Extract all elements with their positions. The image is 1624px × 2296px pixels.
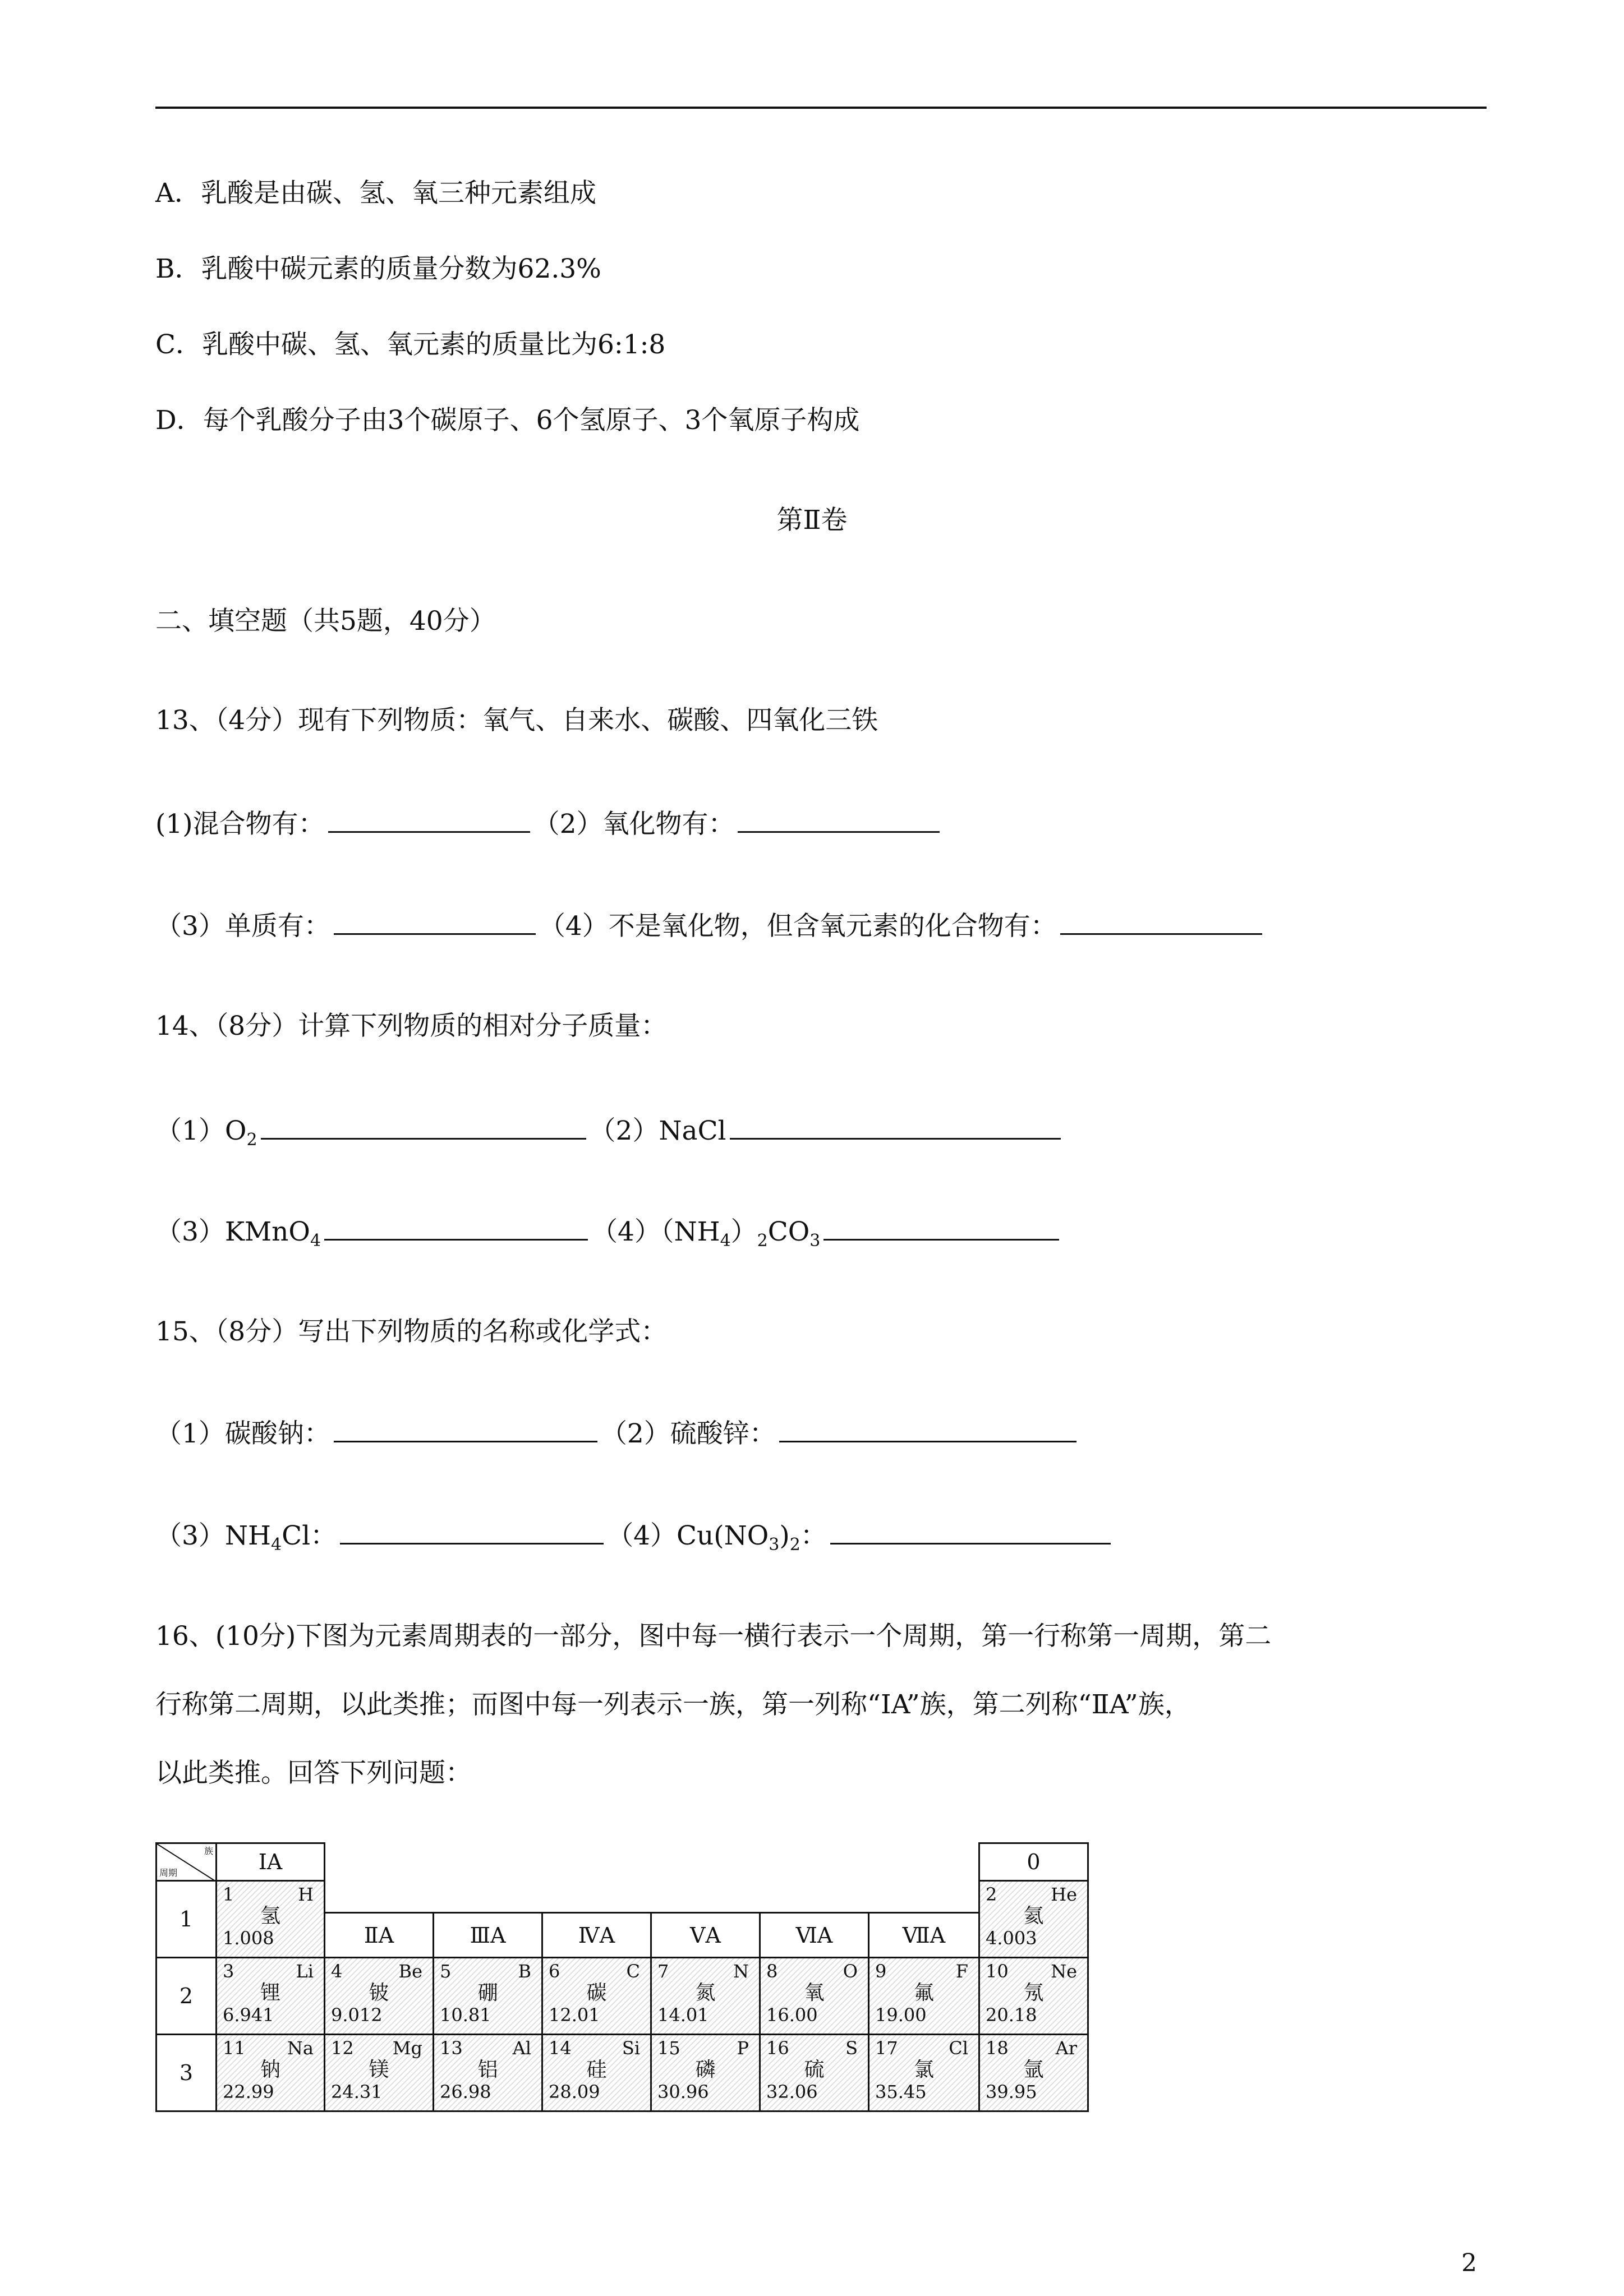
- element-number: 5: [440, 1961, 452, 1982]
- element-mass: 30.96: [657, 2081, 709, 2103]
- element-name: 锂: [260, 1981, 280, 2004]
- q14-row1: [155, 1113, 1064, 1157]
- element-mass: 16.00: [766, 2004, 818, 2026]
- q16-line1: 16、(10分)下图为元素周期表的一部分，图中每一横行表示一个周期，第一行称第一周期，第二: [155, 1621, 1272, 1652]
- corner-group-label: 族: [204, 1846, 213, 1856]
- q15-row1: [155, 1416, 1080, 1451]
- element-number: 8: [766, 1961, 778, 1982]
- q15-part2-blank[interactable]: [779, 1416, 1076, 1442]
- element-Mg: [324, 2034, 434, 2112]
- period-2: 2: [155, 1957, 217, 2035]
- element-mass: 19.00: [875, 2004, 927, 2026]
- group-header-IVA: ⅣA: [541, 1912, 652, 1958]
- q14-part4-co: CO: [767, 1216, 810, 1247]
- element-number: 9: [875, 1961, 887, 1982]
- element-number: 15: [657, 2037, 680, 2059]
- element-mass: 26.98: [440, 2081, 491, 2103]
- element-name: 氖: [1023, 1981, 1044, 2004]
- element-Ne: [978, 1957, 1089, 2035]
- option-a: A．乳酸是由碳、氢、氧三种元素组成: [155, 178, 596, 209]
- element-symbol: Si: [622, 2037, 640, 2059]
- element-number: 16: [766, 2037, 789, 2059]
- group-header-IIA: ⅡA: [324, 1912, 434, 1958]
- group-header-0: 0: [978, 1842, 1089, 1882]
- element-mass: 12.01: [549, 2004, 600, 2026]
- q14-part3-label: （3）KMnO: [155, 1216, 310, 1247]
- q14-part1-label: （1）O: [155, 1115, 247, 1146]
- q15-part3-subscript: 4: [271, 1535, 282, 1555]
- element-mass: 10.81: [440, 2004, 491, 2026]
- element-name: 氟: [913, 1981, 934, 2004]
- element-number: 1: [223, 1884, 234, 1905]
- element-name: 氢: [260, 1905, 280, 1928]
- element-name: 磷: [695, 2058, 716, 2081]
- element-name: 氮: [695, 1981, 716, 2004]
- element-name: 氧: [804, 1981, 825, 2004]
- q13-part4-label: （4）不是氧化物，但含氧元素的化合物有：: [539, 911, 1057, 942]
- element-name: 镁: [369, 2058, 389, 2081]
- q15-row2: [155, 1518, 1114, 1562]
- element-O: [759, 1957, 869, 2035]
- element-number: 3: [223, 1961, 234, 1982]
- q15-part3-label: （3）NH: [155, 1520, 272, 1551]
- element-number: 12: [331, 2037, 354, 2059]
- q15-part3-suffix: Cl：: [282, 1520, 337, 1551]
- element-symbol: B: [518, 1961, 531, 1982]
- q13-part4-blank[interactable]: [1060, 909, 1262, 935]
- header-rule: [155, 107, 1487, 109]
- element-H: [215, 1880, 325, 1958]
- element-symbol: O: [843, 1961, 858, 1982]
- element-C: [541, 1957, 652, 2035]
- element-mass: 22.99: [223, 2081, 274, 2103]
- element-name: 硫: [804, 2058, 825, 2081]
- volume-title: 第Ⅱ卷: [776, 505, 848, 536]
- q15-part4-subscript-2: 2: [789, 1535, 801, 1555]
- q13-part2-label: （2）氧化物有：: [533, 809, 735, 840]
- q13-row2: [155, 909, 1266, 943]
- element-symbol: F: [955, 1961, 968, 1982]
- element-Ar: [978, 2034, 1089, 2112]
- element-Cl: [868, 2034, 980, 2112]
- q13-part3-blank[interactable]: [334, 909, 536, 935]
- q14-part4-subscript-3: 3: [809, 1231, 821, 1251]
- element-number: 13: [440, 2037, 463, 2059]
- group-header-VA: ⅤA: [650, 1912, 761, 1958]
- element-symbol: Al: [512, 2037, 531, 2059]
- element-mass: 4.003: [986, 1928, 1037, 1949]
- element-name: 硅: [586, 2058, 607, 2081]
- element-Li: [215, 1957, 325, 2035]
- element-B: [433, 1957, 543, 2035]
- element-mass: 32.06: [766, 2081, 818, 2103]
- element-mass: 14.01: [657, 2004, 709, 2026]
- group-header-IIIA: ⅢA: [433, 1912, 543, 1958]
- q14-part4-label: （4）（NH: [591, 1216, 720, 1247]
- corner-period-label: 周期: [159, 1868, 178, 1878]
- q15-part4-label: （4）Cu(NO: [607, 1520, 769, 1551]
- q15-part1-label: （1）碳酸钠：: [155, 1418, 330, 1449]
- q15-part3-blank[interactable]: [340, 1518, 604, 1545]
- element-symbol: Na: [287, 2037, 314, 2059]
- page-number: 2: [1461, 2249, 1477, 2277]
- q14-stem: 14、（8分）计算下列物质的相对分子质量：: [155, 1011, 668, 1041]
- q14-part3-blank[interactable]: [324, 1214, 588, 1241]
- group-header-VIIA: ⅦA: [868, 1912, 980, 1958]
- element-name: 氩: [1023, 2058, 1044, 2081]
- element-N: [650, 1957, 761, 2035]
- q15-part4-suffix: ：: [800, 1520, 827, 1551]
- element-number: 11: [223, 2037, 246, 2059]
- element-number: 4: [331, 1961, 343, 1982]
- element-Si: [541, 2034, 652, 2112]
- element-mass: 35.45: [875, 2081, 927, 2103]
- element-mass: 9.012: [331, 2004, 383, 2026]
- element-number: 2: [986, 1884, 997, 1905]
- element-name: 硼: [477, 1981, 498, 2004]
- q15-part4-paren: ): [779, 1520, 790, 1551]
- element-mass: 20.18: [986, 2004, 1037, 2026]
- group-header-IA: ⅠA: [215, 1842, 325, 1882]
- element-S: [759, 2034, 869, 2112]
- element-symbol: Ar: [1055, 2037, 1077, 2059]
- element-name: 氯: [913, 2058, 934, 2081]
- q15-part4-subscript-1: 3: [769, 1535, 780, 1555]
- element-number: 7: [657, 1961, 669, 1982]
- q14-part4-blank[interactable]: [823, 1214, 1059, 1241]
- q13-part1-label: (1)混合物有：: [155, 809, 325, 840]
- period-1: 1: [155, 1880, 217, 1958]
- q14-part2-label: （2）NaCl: [589, 1115, 726, 1146]
- element-symbol: Cl: [949, 2037, 968, 2059]
- element-symbol: N: [733, 1961, 749, 1982]
- element-name: 氦: [1023, 1905, 1044, 1928]
- element-name: 碳: [586, 1981, 607, 2004]
- element-mass: 39.95: [986, 2081, 1037, 2103]
- element-symbol: Ne: [1051, 1961, 1077, 1982]
- q15-part4-blank[interactable]: [830, 1518, 1111, 1545]
- q14-part2-blank[interactable]: [730, 1113, 1061, 1140]
- q16-line2: 行称第二周期，以此类推；而图中每一列表示一族，第一列称“ⅠA”族，第二列称“ⅡA”族，: [155, 1689, 1191, 1720]
- element-symbol: C: [626, 1961, 640, 1982]
- element-symbol: Li: [296, 1961, 314, 1982]
- element-number: 14: [549, 2037, 572, 2059]
- element-mass: 28.09: [549, 2081, 600, 2103]
- q14-row2: [155, 1214, 1062, 1258]
- q14-part4-paren: ）: [730, 1216, 757, 1247]
- element-symbol: He: [1051, 1884, 1077, 1905]
- element-mass: 1.008: [223, 1928, 274, 1949]
- q14-part1-subscript: 2: [246, 1130, 257, 1150]
- element-symbol: P: [737, 2037, 749, 2059]
- q14-part1-blank[interactable]: [261, 1113, 586, 1140]
- q14-part4-subscript-2: 2: [757, 1231, 768, 1251]
- element-symbol: S: [845, 2037, 858, 2059]
- element-symbol: Mg: [392, 2037, 422, 2059]
- element-number: 17: [875, 2037, 898, 2059]
- element-Al: [433, 2034, 543, 2112]
- element-Na: [215, 2034, 325, 2112]
- period-3: 3: [155, 2034, 217, 2112]
- q15-part1-blank[interactable]: [334, 1416, 597, 1442]
- q13-part2-blank[interactable]: [738, 806, 940, 833]
- section-title: 二、填空题（共5题，40分）: [155, 606, 496, 637]
- q15-stem: 15、（8分）写出下列物质的名称或化学式：: [155, 1316, 668, 1347]
- element-He: [978, 1880, 1089, 1958]
- q14-part3-subscript: 4: [310, 1231, 321, 1251]
- q15-part2-label: （2）硫酸锌：: [600, 1418, 776, 1449]
- element-mass: 24.31: [331, 2081, 383, 2103]
- group-header-VIA: ⅥA: [759, 1912, 869, 1958]
- element-number: 18: [986, 2037, 1009, 2059]
- element-number: 10: [986, 1961, 1009, 1982]
- table-corner: [155, 1842, 217, 1882]
- q16-line3: 以此类推。回答下列问题：: [155, 1758, 472, 1788]
- element-symbol: Be: [398, 1961, 422, 1982]
- element-mass: 6.941: [223, 2004, 274, 2026]
- element-Be: [324, 1957, 434, 2035]
- option-b: B．乳酸中碳元素的质量分数为62.3%: [155, 253, 601, 284]
- q14-part4-subscript-1: 4: [720, 1231, 731, 1251]
- element-F: [868, 1957, 980, 2035]
- q13-part1-blank[interactable]: [328, 806, 530, 833]
- option-d: D．每个乳酸分子由3个碳原子、6个氢原子、3个氧原子构成: [155, 405, 860, 436]
- element-name: 铍: [369, 1981, 389, 2004]
- q13-part3-label: （3）单质有：: [155, 911, 330, 942]
- q13-row1: [155, 806, 943, 841]
- element-symbol: H: [298, 1884, 314, 1905]
- element-P: [650, 2034, 761, 2112]
- periodic-table: [155, 1842, 1089, 2103]
- element-number: 6: [549, 1961, 560, 1982]
- option-c: C．乳酸中碳、氢、氧元素的质量比为6:1:8: [155, 329, 666, 360]
- q13-stem: 13、（4分）现有下列物质：氧气、自来水、碳酸、四氧化三铁: [155, 705, 878, 736]
- element-name: 钠: [260, 2058, 280, 2081]
- element-name: 铝: [477, 2058, 498, 2081]
